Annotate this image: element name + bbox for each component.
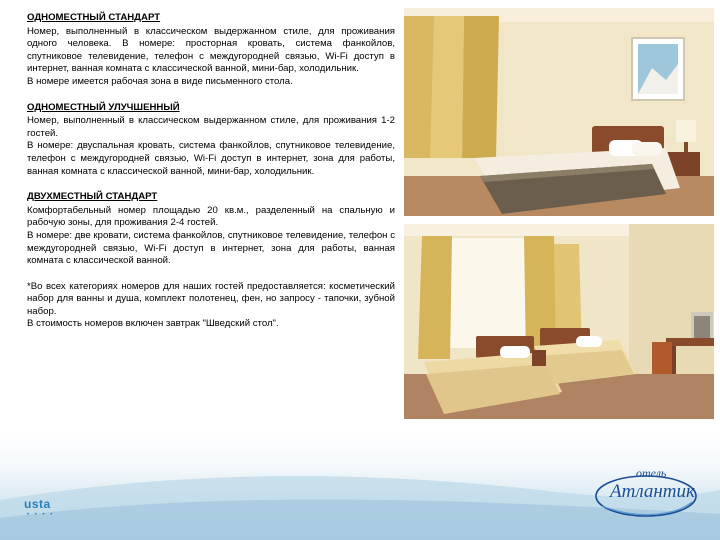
amenities-note <box>27 281 395 331</box>
note-paragraph: *Во всех категориях номеров для наших гостей предоставляется: косметический набор для ванны и душа, комплект полотенец, фен, но запросу - тапочки, зубной набор. <box>27 280 395 317</box>
section-paragraph: В номере имеется рабочая зона в виде письменного стола. <box>27 75 293 87</box>
section-title: ОДНОМЕСТНЫЙ УЛУЧШЕННЫЙ <box>27 101 180 113</box>
section-paragraph: Номер, выполненный в классическом выдержанном стиле, для проживания одного человека. В номере: просторная кровать, система фанкойлов, спутниковое телевидение, телефон с междугородней связью, Wi-Fi доступ в интернет, ванная комната с классической ванной, мини-бар, холодильник. <box>27 25 395 75</box>
room-descriptions <box>27 12 395 331</box>
hotel-logo-small: отель <box>636 466 667 480</box>
section-title: ДВУХМЕСТНЫЙ СТАНДАРТ <box>27 191 158 203</box>
section-single-improved <box>27 102 395 179</box>
note-paragraph: В стоимость номеров включен завтрак "Шведский стол". <box>27 318 279 330</box>
section-paragraph: В номере: двуспальная кровать, система фанкойлов, спутниковое телевидение, телефон с междугородней связью, Wi-Fi доступ в интернет, зона для работы, ванная комната с классической ванной, мини-бар, холодильник. <box>27 140 395 177</box>
usta-logo-dots: • • • • <box>27 512 55 518</box>
section-paragraph: Комфортабельный номер площадью 20 кв.м., разделенный на спальную и рабочую зоны, для проживания 2-4 гостей. <box>27 204 395 229</box>
single-room-photo <box>404 8 714 216</box>
section-single-standard <box>27 12 395 89</box>
section-paragraph: В номере: две кровати, система фанкойлов, спутниковое телевидение, телефон с междугородней связью, Wi-Fi доступ в интернет, зона для работы, ванная комната с классической ванной. <box>27 229 395 267</box>
section-paragraph: Номер, выполненный в классическом выдержанном стиле, для проживания 1-2 гостей. <box>27 115 395 139</box>
twin-room-photo <box>404 224 714 419</box>
usta-logo: usta <box>24 497 51 511</box>
section-title: ОДНОМЕСТНЫЙ СТАНДАРТ <box>27 12 161 23</box>
hotel-logo-big: Атлантик <box>610 481 695 502</box>
section-double-standard <box>27 191 395 268</box>
